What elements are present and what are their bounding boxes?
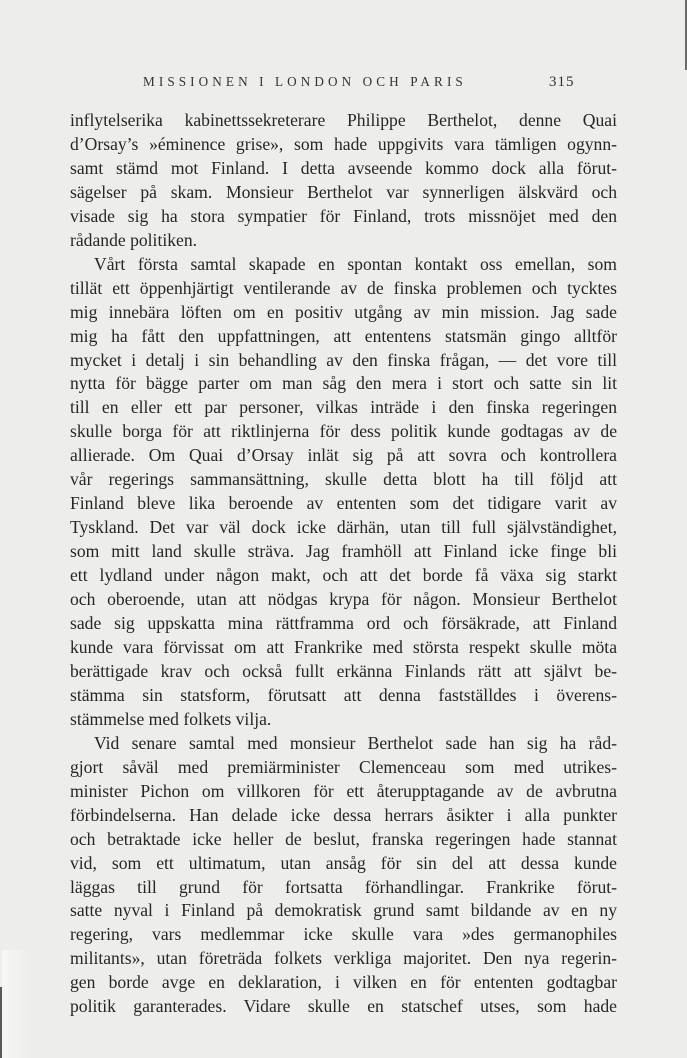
text-line: politik garanterades. Vidare skulle en statschef utses, som hade [70,996,617,1017]
text-line: minister Pichon om villkoren för ett återupptagande av de avbrutna [70,780,617,801]
text-line: Finland bleve lika beroende av ententen som det tidigare varit av [70,493,617,514]
text-line: som mitt land skulle sträva. Jag framhöll att Finland icke finge bli [70,541,617,562]
text-line: förbindelserna. Han delade icke dessa herrars åsikter i alla punkter [70,804,617,825]
text-line: visade sig ha stora sympatier för Finland, trots missnöjet med den [70,205,617,226]
text-line: satte nyval i Finland på demokratisk grund samt bildande av en ny [70,900,617,921]
paragraph-1 [70,109,617,253]
text-line: regering, vars medlemmar icke skulle vara »des germanophiles [70,924,617,945]
text-line: och oberoende, utan att nödgas krypa för någon. Monsieur Berthelot [70,589,617,610]
text-line: vår regerings sammansättning, skulle detta blott ha till följd att [70,469,617,490]
text-line: och betraktade icke heller de beslut, franska regeringen hade stannat [70,828,617,849]
paragraph-2 [70,253,617,732]
page-edge-shadow [2,950,30,1058]
text-line: gen borde avge en deklaration, i vilken en för ententen godtagbar [70,972,617,993]
page-number: 315 [549,74,575,90]
text-line: Tyskland. Det var väl dock icke därhän, utan till full självständighet, [70,517,617,538]
body-text [70,109,617,1019]
text-line: d’Orsay’s »éminence grise», som hade uppgivits vara tämligen ogynn- [70,133,617,154]
text-line: nytta för bägge parter om man såg den mera i stort och satte sin lit [70,373,617,394]
text-line: Vid senare samtal med monsieur Berthelot sade han sig ha råd- [94,732,617,753]
text-line: militants», utan företräda folkets verkliga majoritet. Den nya regerin- [70,948,617,969]
paragraph-3 [70,732,617,1019]
text-line: till en eller ett par personer, vilkas inträde i den finska regeringen [70,397,617,418]
text-line: berättigade krav och också fullt erkänna Finlands rätt att självt be- [70,660,617,681]
text-line: mig innebära löften om en positiv utgång av min mission. Jag sade [70,301,617,322]
text-line: läggas till grund för fortsatta förhandlingar. Frankrike förut- [70,876,617,897]
running-header-title: MISSIONEN I LONDON OCH PARIS [143,74,467,89]
page-edge-left [0,987,2,1058]
text-line: sägelser på skam. Monsieur Berthelot var synnerligen älskvärd och [70,181,617,202]
text-line: stämmelse med folkets vilja. [70,708,272,729]
text-line: inflytelserika kabinettssekreterare Philippe Berthelot, denne Quai [70,110,617,130]
text-line: sade sig uppskatta mina rättframma ord och försäkrade, att Finland [70,613,617,634]
text-line: kunde vara förvissat om att Frankrike med största respekt skulle möta [70,636,617,657]
text-line: tillät ett öppenhjärtigt ventilerande av de finska problemen och tycktes [70,277,617,298]
text-line: gjort såväl med premiärminister Clemenceau som med utrikes- [70,756,617,777]
text-line: Vårt första samtal skapade en spontan kontakt oss emellan, som [94,253,617,274]
text-line: vid, som ett ultimatum, utan ansåg för sin del att dessa kunde [70,852,617,873]
text-line: mig ha fått den uppfattningen, att ententens statsmän gingo alltför [70,325,617,346]
text-line: rådande politiken. [70,229,198,250]
text-line: allierade. Om Quai d’Orsay inlät sig på att sovra och kontrollera [70,445,617,466]
text-line: stämma sin statsform, förutsatt att denna fastställdes i överens- [70,684,617,705]
text-line: ett lydland under någon makt, och att det borde få växa sig starkt [70,565,617,586]
text-line: mycket i detalj i sin behandling av den finska frågan, — det vore till [70,349,617,370]
text-line: skulle borga för att riktlinjerna för dess politik kunde godtagas av de [70,421,617,442]
text-line: samt stämd mot Finland. I detta avseende kommo dock alla förut- [70,157,617,178]
